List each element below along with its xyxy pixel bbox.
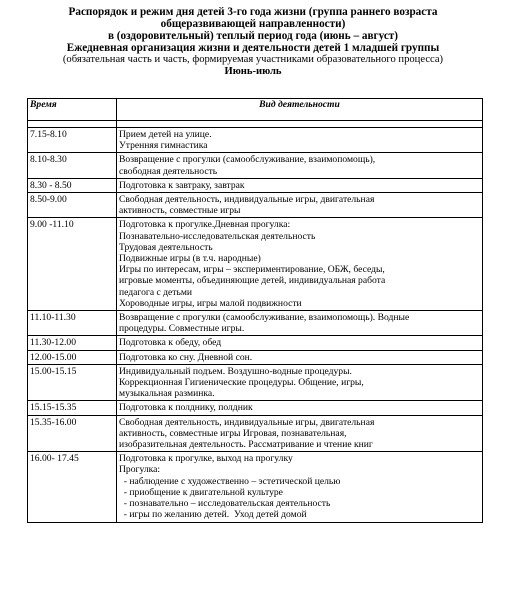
activity-line: игровые моменты, объединяющие детей, индивидуальная работа [119,275,386,287]
activity-line: Свободная деятельность, индивидуальные игры, двигательная [119,416,375,428]
column-header-time: Время [28,99,117,121]
activity-line: - наблюдение с художественно – эстетической целью [119,475,341,487]
table-header-row [28,99,483,121]
table-row [28,178,483,192]
activity-line: активность, совместные игры Игровая, познавательная, [119,427,347,439]
activity-line: - познавательно – исследовательская деятельность [119,498,331,510]
subtitle-line-1: Ежедневная организация жизни и деятельности детей 1 младшей группы [66,42,440,54]
activity-line: изобразительная деятельность. Рассматривание и чтение книг [119,439,373,451]
activity-cell [117,401,483,415]
activity-line: Прием детей на улице. [119,129,212,140]
time-cell: 8.10-8.30 [28,153,117,178]
table-row [28,415,483,452]
activity-line: - игры по желанию детей. Уход детей домой [119,509,307,521]
activity-line: музыкальная разминка. [119,388,215,400]
activity-line: Подготовка ко сну. Дневной сон. [119,351,253,363]
table-row [28,452,483,522]
activity-line: Утренняя гимнастика [119,140,208,152]
activity-cell [117,452,483,522]
time-cell: 7.15-8.10 [28,128,117,153]
time-cell: 15.15-15.35 [28,401,117,415]
time-cell: 8.50-9.00 [28,193,117,218]
table-row [28,153,483,178]
activity-line: Подвижные игры (в т.ч. народные) [119,253,261,265]
activity-line: Хороводные игры, игры малой подвижности [119,297,302,309]
activity-line: Игры по интересам, игры – экспериментирование, ОБЖ, беседы, [119,264,385,276]
table-row [28,336,483,350]
activity-line: Подготовка к полднику, полдник [119,402,253,414]
time-cell: 8.30 - 8.50 [28,178,117,192]
activity-line: Подготовка к обеду, обед [119,337,222,349]
activity-line: Подготовка к прогулке.Дневная прогулка: [119,219,291,231]
time-cell: 15.35-16.00 [28,415,117,452]
activity-line: Индивидуальный подъем. Воздушно-водные процедуры. [119,365,352,377]
activity-line: - приобщение к двигательной культуре [119,486,283,498]
table-row [28,128,483,153]
time-cell: 11.10-11.30 [28,311,117,336]
activity-line: Возвращение с прогулки (самообслуживание, взаимопомощь), [119,154,376,166]
time-cell: 9.00 -11.10 [28,218,117,311]
schedule-table [27,98,483,523]
table-row [28,218,483,311]
activity-cell [117,128,483,153]
activity-line: Подготовка к завтраку, завтрак [119,179,245,191]
title-line-3: в (оздоровительный) теплый период года (июнь – август) [107,30,399,42]
activity-line: свободная деятельность [119,165,218,177]
time-cell: 12.00-15.00 [28,350,117,364]
activity-line: Познавательно-исследовательская деятельность [119,230,316,242]
table-row [28,350,483,364]
time-cell: 16.00- 17.45 [28,452,117,522]
title-line-1: Распорядок и режим дня детей 3-го года жизни (группа раннего возраста [68,6,438,18]
table-row [28,401,483,415]
activity-line: Подготовка к прогулке, выход на прогулку [119,453,293,465]
activity-line: процедуры. Совместные игры. [119,323,245,335]
title-line-2: общеразвивающей направленности) [160,18,346,30]
column-header-activity: Вид деятельности [117,99,483,121]
activity-cell [117,415,483,452]
time-cell: 15.00-15.15 [28,364,117,401]
activity-cell [117,364,483,401]
schedule-body [28,128,483,523]
table-spacer-row [28,121,483,128]
table-row [28,193,483,218]
activity-line: Коррекционная Гигиенические процедуры. Общение, игры, [119,377,364,389]
activity-line: активность, совместные игры [119,205,241,217]
activity-line: Свободная деятельность, индивидуальные игры, двигательная [119,194,375,206]
activity-line: Трудовая деятельность [119,241,213,253]
activity-cell [117,153,483,178]
activity-line: педагога с детьми [119,286,193,298]
table-row [28,311,483,336]
months-label: Июнь-июль [224,66,282,77]
subtitle-line-2: (обязательная часть и часть, формируемая участниками образовательного процесса) [62,54,444,65]
document-header [0,6,506,78]
table-row [28,364,483,401]
activity-cell [117,311,483,336]
activity-cell [117,178,483,192]
activity-line: Возвращение с прогулки (самообслуживание, взаимопомощь). Водные [119,312,410,324]
activity-cell [117,218,483,311]
activity-line: Прогулка: [119,464,161,476]
time-cell: 11.30-12.00 [28,336,117,350]
activity-cell [117,193,483,218]
activity-cell [117,350,483,364]
activity-cell [117,336,483,350]
